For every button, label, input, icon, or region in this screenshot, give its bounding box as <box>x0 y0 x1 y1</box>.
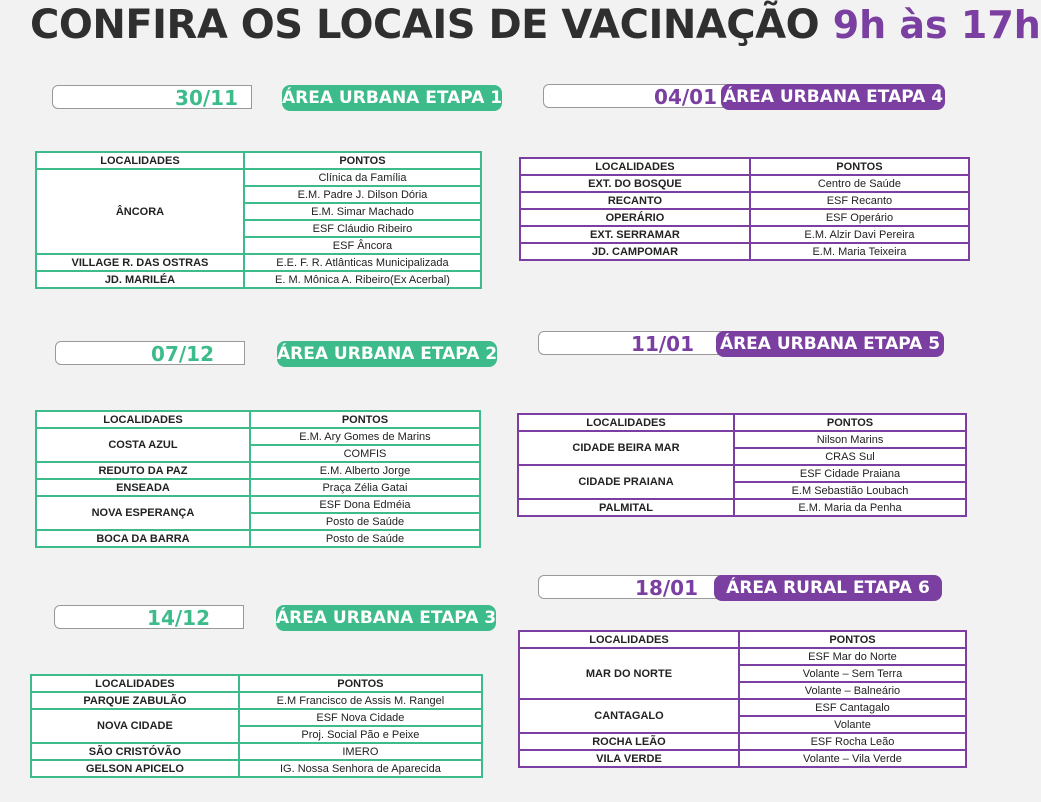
point-cell: ESF Nova Cidade <box>239 709 482 726</box>
point-cell: ESF Dona Edméia <box>250 496 480 513</box>
table-row <box>519 648 966 665</box>
stage-label: ÁREA RURAL ETAPA 6 <box>714 575 942 601</box>
table-row <box>31 692 482 709</box>
table-header-row <box>31 675 482 692</box>
point-cell: E.M. Simar Machado <box>244 203 481 220</box>
table-row <box>518 465 966 482</box>
table-row <box>519 750 966 767</box>
header-localidades: LOCALIDADES <box>520 158 750 175</box>
point-cell: ESF Recanto <box>750 192 969 209</box>
table-row <box>36 271 481 288</box>
locality-cell: VILA VERDE <box>519 750 739 767</box>
stage-date: 18/01 <box>635 576 698 600</box>
stage-date: 30/11 <box>175 86 238 110</box>
point-cell: ESF Mar do Norte <box>739 648 966 665</box>
point-cell: ESF Cláudio Ribeiro <box>244 220 481 237</box>
locality-cell: REDUTO DA PAZ <box>36 462 250 479</box>
locality-cell: JD. CAMPOMAR <box>520 243 750 260</box>
locality-cell: COSTA AZUL <box>36 428 250 462</box>
point-cell: Posto de Saúde <box>250 513 480 530</box>
locality-cell: PARQUE ZABULÃO <box>31 692 239 709</box>
point-cell: E.M Francisco de Assis M. Rangel <box>239 692 482 709</box>
point-cell: E.E. F. R. Atlânticas Municipalizada <box>244 254 481 271</box>
locality-cell: NOVA ESPERANÇA <box>36 496 250 530</box>
table-row <box>520 226 969 243</box>
point-cell: ESF Rocha Leão <box>739 733 966 750</box>
title-main: CONFIRA OS LOCAIS DE VACINAÇÃO <box>30 2 820 48</box>
stage-label: ÁREA URBANA ETAPA 5 <box>716 331 944 357</box>
stage-5-table <box>517 413 967 517</box>
stage-3-header <box>54 605 497 631</box>
locality-cell: VILLAGE R. DAS OSTRAS <box>36 254 244 271</box>
stage-5-header <box>538 331 944 357</box>
point-cell: Volante – Vila Verde <box>739 750 966 767</box>
locality-cell: CIDADE PRAIANA <box>518 465 734 499</box>
point-cell: ESF Âncora <box>244 237 481 254</box>
locality-cell: ROCHA LEÃO <box>519 733 739 750</box>
table-row <box>518 431 966 448</box>
stage-date: 11/01 <box>631 332 694 356</box>
point-cell: Proj. Social Pão e Peixe <box>239 726 482 743</box>
locality-cell: SÃO CRISTÓVÃO <box>31 743 239 760</box>
point-cell: Volante <box>739 716 966 733</box>
header-localidades: LOCALIDADES <box>36 411 250 428</box>
stage-4-header <box>543 84 945 110</box>
point-cell: Clínica da Família <box>244 169 481 186</box>
stage-1-table <box>35 151 482 289</box>
header-pontos: PONTOS <box>750 158 969 175</box>
header-pontos: PONTOS <box>244 152 481 169</box>
table-header-row <box>36 411 480 428</box>
table-header-row <box>36 152 481 169</box>
table-row <box>519 699 966 716</box>
table-row <box>31 709 482 726</box>
table-row <box>520 175 969 192</box>
table-row <box>520 192 969 209</box>
locality-cell: EXT. DO BOSQUE <box>520 175 750 192</box>
table-row <box>36 496 480 513</box>
page-title <box>30 0 1041 50</box>
header-localidades: LOCALIDADES <box>518 414 734 431</box>
stage-2-header <box>55 341 498 367</box>
stage-6-table <box>518 630 967 768</box>
header-pontos: PONTOS <box>239 675 482 692</box>
header-localidades: LOCALIDADES <box>519 631 739 648</box>
table-row <box>36 530 480 547</box>
table-row <box>36 428 480 445</box>
point-cell: E.M. Padre J. Dilson Dória <box>244 186 481 203</box>
locality-cell: ÂNCORA <box>36 169 244 254</box>
table-row <box>519 733 966 750</box>
stage-1-header <box>52 85 503 111</box>
locality-cell: BOCA DA BARRA <box>36 530 250 547</box>
locality-cell: JD. MARILÉA <box>36 271 244 288</box>
header-localidades: LOCALIDADES <box>36 152 244 169</box>
point-cell: CRAS Sul <box>734 448 966 465</box>
point-cell: Centro de Saúde <box>750 175 969 192</box>
locality-cell: EXT. SERRAMAR <box>520 226 750 243</box>
locality-cell: ENSEADA <box>36 479 250 496</box>
point-cell: E.M. Alberto Jorge <box>250 462 480 479</box>
locality-cell: RECANTO <box>520 192 750 209</box>
header-localidades: LOCALIDADES <box>31 675 239 692</box>
locality-cell: CIDADE BEIRA MAR <box>518 431 734 465</box>
stage-label: ÁREA URBANA ETAPA 2 <box>277 341 497 367</box>
locality-cell: MAR DO NORTE <box>519 648 739 699</box>
stage-3-table <box>30 674 483 778</box>
title-hours: 9h às 17h <box>832 3 1041 47</box>
point-cell: IG. Nossa Senhora de Aparecida <box>239 760 482 777</box>
stage-4-table <box>519 157 970 261</box>
point-cell: E.M Sebastião Loubach <box>734 482 966 499</box>
table-row <box>36 479 480 496</box>
point-cell: ESF Operário <box>750 209 969 226</box>
stage-6-header <box>538 575 942 601</box>
table-header-row <box>519 631 966 648</box>
table-header-row <box>518 414 966 431</box>
header-pontos: PONTOS <box>250 411 480 428</box>
point-cell: E.M. Alzir Davi Pereira <box>750 226 969 243</box>
table-row <box>36 462 480 479</box>
point-cell: E.M. Ary Gomes de Marins <box>250 428 480 445</box>
stage-label: ÁREA URBANA ETAPA 1 <box>282 85 502 111</box>
stage-date: 07/12 <box>151 342 214 366</box>
stage-date: 04/01 <box>654 85 717 109</box>
locality-cell: PALMITAL <box>518 499 734 516</box>
point-cell: Praça Zélia Gatai <box>250 479 480 496</box>
locality-cell: GELSON APICELO <box>31 760 239 777</box>
point-cell: E. M. Mônica A. Ribeiro(Ex Acerbal) <box>244 271 481 288</box>
point-cell: ESF Cantagalo <box>739 699 966 716</box>
locality-cell: NOVA CIDADE <box>31 709 239 743</box>
table-row <box>31 743 482 760</box>
stage-label: ÁREA URBANA ETAPA 4 <box>721 84 945 110</box>
point-cell: E.M. Maria da Penha <box>734 499 966 516</box>
header-pontos: PONTOS <box>734 414 966 431</box>
table-row <box>520 209 969 226</box>
point-cell: Volante – Sem Terra <box>739 665 966 682</box>
point-cell: IMERO <box>239 743 482 760</box>
point-cell: COMFIS <box>250 445 480 462</box>
table-row <box>518 499 966 516</box>
table-row <box>31 760 482 777</box>
stage-2-table <box>35 410 481 548</box>
table-row <box>520 243 969 260</box>
header-pontos: PONTOS <box>739 631 966 648</box>
locality-cell: CANTAGALO <box>519 699 739 733</box>
table-header-row <box>520 158 969 175</box>
point-cell: Posto de Saúde <box>250 530 480 547</box>
table-row <box>36 254 481 271</box>
point-cell: E.M. Maria Teixeira <box>750 243 969 260</box>
stage-label: ÁREA URBANA ETAPA 3 <box>276 605 496 631</box>
locality-cell: OPERÁRIO <box>520 209 750 226</box>
point-cell: Nilson Marins <box>734 431 966 448</box>
point-cell: ESF Cidade Praiana <box>734 465 966 482</box>
table-row <box>36 169 481 186</box>
point-cell: Volante – Balneário <box>739 682 966 699</box>
stage-date: 14/12 <box>147 606 210 630</box>
